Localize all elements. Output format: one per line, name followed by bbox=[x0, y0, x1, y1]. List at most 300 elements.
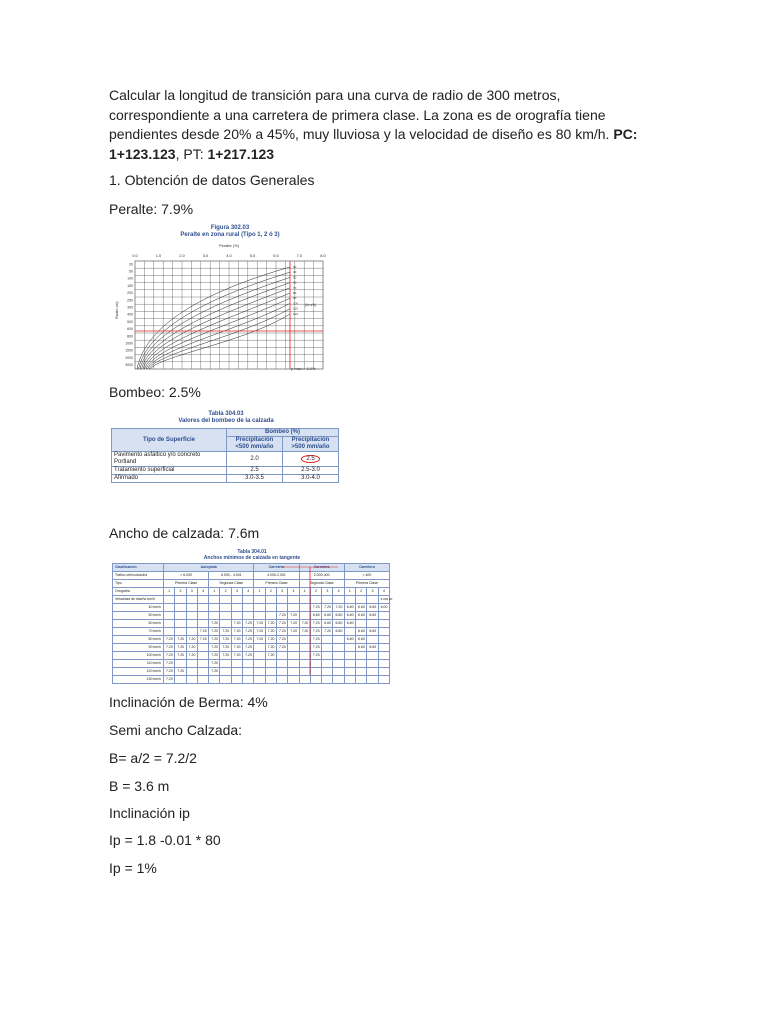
header-autopista: Autopista bbox=[164, 564, 254, 572]
y-tick-label: 250 bbox=[127, 298, 133, 303]
width-cell bbox=[254, 612, 265, 620]
width-cell bbox=[209, 612, 220, 620]
row-tipo-label: Tipo bbox=[113, 580, 164, 588]
speed-label: 120 km/h bbox=[113, 668, 164, 676]
y-tick-label: 200 bbox=[127, 291, 133, 296]
curve-speed-label: 30 bbox=[293, 265, 297, 269]
speed-label: 130 km/h bbox=[113, 676, 164, 684]
width-cell: 6.60 bbox=[367, 612, 378, 620]
bombeo-line: Bombeo: 2.5% bbox=[109, 384, 201, 400]
width-cell: 7.20 bbox=[209, 660, 220, 668]
width-cell bbox=[344, 676, 355, 684]
width-cell: 7.20 bbox=[231, 644, 242, 652]
width-cell: 7.20 bbox=[209, 644, 220, 652]
width-cell bbox=[310, 660, 321, 668]
width-cell: 7.20 bbox=[276, 628, 287, 636]
width-cell: 6.60 bbox=[367, 644, 378, 652]
width-cell bbox=[333, 660, 344, 668]
width-cell bbox=[276, 660, 287, 668]
orografia-cell: 4 bbox=[288, 588, 299, 596]
width-cell: 7.20 bbox=[197, 636, 208, 644]
width-cell: 7.20 bbox=[231, 652, 242, 660]
width-cell bbox=[243, 612, 254, 620]
table-row bbox=[113, 636, 390, 644]
width-cell: 7.20 bbox=[333, 604, 344, 612]
y-tick-label: 800 bbox=[127, 334, 133, 339]
width-cell bbox=[288, 636, 299, 644]
width-cell: 7.20 bbox=[231, 628, 242, 636]
x-tick-label: 6.0 bbox=[273, 253, 279, 258]
x-tick-label: 1.0 bbox=[155, 253, 162, 258]
header-carretera-3: Carretera bbox=[344, 564, 389, 572]
width-cell: 7.20 bbox=[209, 636, 220, 644]
width-cell bbox=[197, 604, 208, 612]
width-cell bbox=[322, 660, 333, 668]
width-cell: 7.20 bbox=[299, 628, 310, 636]
surface-cell: Pavimento asfáltico y/o concreto Portland bbox=[112, 452, 227, 467]
width-cell: 7.20 bbox=[322, 604, 333, 612]
speed-label: 110 km/h bbox=[113, 660, 164, 668]
width-cell: 7.20 bbox=[310, 652, 321, 660]
width-cell: 7.20 bbox=[254, 628, 265, 636]
width-cell bbox=[333, 676, 344, 684]
width-cell: 6.60 bbox=[322, 620, 333, 628]
width-cell: 7.20 bbox=[231, 636, 242, 644]
width-cell bbox=[164, 612, 175, 620]
width-cell bbox=[333, 668, 344, 676]
width-cell bbox=[344, 652, 355, 660]
width-cell bbox=[276, 668, 287, 676]
width-cell bbox=[175, 612, 186, 620]
figure-title: Peralte en zona rural (Tipo 1, 2 ó 3) bbox=[180, 232, 280, 238]
width-cell bbox=[164, 604, 175, 612]
orografia-cell: 4 bbox=[243, 588, 254, 596]
width-cell: 7.20 bbox=[265, 620, 276, 628]
curve-speed-label: 50 bbox=[293, 275, 297, 280]
width-cell bbox=[186, 628, 197, 636]
y-tick-label: 20 bbox=[129, 262, 133, 267]
x-tick-label: 7.0 bbox=[296, 253, 303, 258]
width-cell: 6.60 bbox=[333, 620, 344, 628]
curve-speed-label: 110 bbox=[293, 306, 298, 311]
peralte-figure bbox=[113, 225, 347, 373]
width-cell: 7.20 bbox=[164, 668, 175, 676]
orografia-cell: 2 bbox=[310, 588, 321, 596]
trafico-cell: 2.000-400 bbox=[299, 572, 344, 580]
width-cell bbox=[288, 668, 299, 676]
width-cell: 7.20 bbox=[243, 620, 254, 628]
width-cell bbox=[175, 604, 186, 612]
width-cell bbox=[288, 652, 299, 660]
width-cell bbox=[299, 604, 310, 612]
speed-label: 80 km/h bbox=[113, 636, 164, 644]
width-cell: 7.20 bbox=[220, 636, 231, 644]
orografia-cell: 3 bbox=[367, 588, 378, 596]
circled-value: 2.5 bbox=[301, 455, 319, 463]
width-cell bbox=[254, 668, 265, 676]
width-cell bbox=[322, 644, 333, 652]
speed-label: 40 km/h bbox=[113, 604, 164, 612]
width-cell bbox=[186, 676, 197, 684]
width-cell: 7.20 bbox=[175, 644, 186, 652]
inclinacion-line: Inclinación ip bbox=[109, 805, 190, 821]
width-cell bbox=[310, 676, 321, 684]
width-cell: 6.60 bbox=[333, 612, 344, 620]
width-cell bbox=[197, 652, 208, 660]
empty-cell: 6.005.00 bbox=[378, 596, 389, 604]
width-cell: 7.20 bbox=[175, 652, 186, 660]
width-cell bbox=[288, 644, 299, 652]
max-peralte-annotation: p máx = 8.0% bbox=[291, 366, 316, 371]
table-title: Valores del bombeo de la calzada bbox=[178, 418, 274, 424]
width-cell bbox=[356, 660, 367, 668]
row-trafico-label: Tráfico vehículos/día bbox=[113, 572, 164, 580]
bombeo-table-figure bbox=[111, 411, 341, 489]
width-cell bbox=[378, 676, 389, 684]
width-cell: 7.20 bbox=[310, 604, 321, 612]
width-cell: 7.20 bbox=[310, 628, 321, 636]
orografia-cell: 4 bbox=[333, 588, 344, 596]
width-cell bbox=[276, 604, 287, 612]
header-surface: Tipo de Superficie bbox=[112, 429, 227, 452]
table-row bbox=[113, 628, 390, 636]
problem-statement bbox=[109, 86, 649, 164]
orografia-cell: 1 bbox=[209, 588, 220, 596]
width-cell: 7.20 bbox=[310, 636, 321, 644]
header-clasificacion: Clasificación bbox=[113, 564, 164, 572]
width-cell bbox=[220, 620, 231, 628]
width-cell bbox=[276, 652, 287, 660]
empty-cell bbox=[209, 596, 220, 604]
width-cell bbox=[231, 660, 242, 668]
speed-label: 50 km/h bbox=[113, 612, 164, 620]
width-cell: 7.20 bbox=[265, 644, 276, 652]
width-cell bbox=[254, 652, 265, 660]
table-row bbox=[113, 612, 390, 620]
speed-unit-annotation: (km/h) bbox=[305, 302, 317, 307]
y-tick-label: 300 bbox=[127, 305, 133, 310]
width-cell: 7.20 bbox=[254, 620, 265, 628]
ancho-table-figure bbox=[112, 549, 392, 685]
width-cell bbox=[288, 676, 299, 684]
width-cell: 7.20 bbox=[164, 660, 175, 668]
y-tick-label: 1000 bbox=[125, 341, 133, 346]
table-title: Anchos mínimos de calzada en tangente bbox=[203, 555, 301, 561]
width-cell: 7.20 bbox=[276, 620, 287, 628]
width-cell bbox=[299, 636, 310, 644]
width-cell bbox=[367, 652, 378, 660]
width-cell bbox=[186, 604, 197, 612]
empty-cell bbox=[276, 596, 287, 604]
width-cell bbox=[322, 668, 333, 676]
width-cell: 7.20 bbox=[220, 644, 231, 652]
width-cell: 7.20 bbox=[243, 628, 254, 636]
width-cell bbox=[322, 636, 333, 644]
y-tick-label: 400 bbox=[127, 312, 133, 317]
table-row bbox=[113, 676, 390, 684]
top-axis-label: Peralte (%) bbox=[218, 243, 240, 248]
width-cell bbox=[231, 604, 242, 612]
width-cell bbox=[333, 652, 344, 660]
width-cell bbox=[220, 676, 231, 684]
empty-cell bbox=[164, 596, 175, 604]
width-cell: 7.20 bbox=[164, 644, 175, 652]
width-cell bbox=[254, 644, 265, 652]
width-cell: 7.20 bbox=[164, 676, 175, 684]
tipo-cell: Segunda Clase bbox=[209, 580, 254, 588]
table-row bbox=[113, 660, 390, 668]
semi-ancho-line: Semi ancho Calzada: bbox=[109, 722, 243, 738]
orografia-cell: 3 bbox=[186, 588, 197, 596]
tipo-cell: Primera Clase bbox=[164, 580, 209, 588]
width-cell: 7.20 bbox=[243, 636, 254, 644]
curve-speed-label: 90 bbox=[293, 296, 297, 301]
x-tick-label: 4.0 bbox=[226, 253, 232, 258]
width-cell: 6.60 bbox=[367, 604, 378, 612]
width-cell bbox=[288, 604, 299, 612]
orografia-cell: 1 bbox=[299, 588, 310, 596]
width-cell: 7.20 bbox=[220, 652, 231, 660]
width-cell bbox=[356, 668, 367, 676]
width-cell: 7.20 bbox=[310, 644, 321, 652]
table-row bbox=[112, 475, 339, 483]
width-cell bbox=[243, 660, 254, 668]
orografia-cell: 2 bbox=[265, 588, 276, 596]
width-cell: 6.60 bbox=[356, 644, 367, 652]
width-cell: 6.60 bbox=[344, 604, 355, 612]
table-row bbox=[113, 620, 390, 628]
width-cell bbox=[333, 636, 344, 644]
header-carretera-2: Carretera bbox=[299, 564, 344, 572]
width-cell bbox=[299, 612, 310, 620]
width-cell bbox=[186, 620, 197, 628]
row-velocidad-label: Velocidad de diseño km/h bbox=[113, 596, 164, 604]
y-tick-label: 3000 bbox=[125, 363, 133, 368]
empty-cell bbox=[367, 596, 378, 604]
width-cell bbox=[164, 628, 175, 636]
width-cell: 6.60 bbox=[356, 628, 367, 636]
tipo-cell: Primera Clase bbox=[344, 580, 389, 588]
width-cell bbox=[265, 612, 276, 620]
orografia-cell: 2 bbox=[175, 588, 186, 596]
trafico-cell: > 6.000 bbox=[164, 572, 209, 580]
empty-cell bbox=[186, 596, 197, 604]
width-cell bbox=[378, 628, 389, 636]
width-cell: 7.20 bbox=[220, 628, 231, 636]
width-cell bbox=[367, 676, 378, 684]
width-cell bbox=[299, 676, 310, 684]
ancho-line: Ancho de calzada: 7.6m bbox=[109, 525, 260, 541]
width-cell bbox=[265, 660, 276, 668]
width-cell bbox=[299, 652, 310, 660]
header-bombeo: Bombeo (%) bbox=[227, 429, 339, 437]
table-row bbox=[113, 668, 390, 676]
width-cell bbox=[378, 652, 389, 660]
empty-cell bbox=[197, 596, 208, 604]
orografia-cell: 2 bbox=[220, 588, 231, 596]
width-cell bbox=[164, 620, 175, 628]
value-cell: 3.0-4.0 bbox=[283, 475, 339, 483]
y-tick-label: 500 bbox=[127, 319, 133, 324]
width-cell bbox=[333, 644, 344, 652]
width-cell: 6.60 bbox=[356, 636, 367, 644]
width-cell bbox=[197, 660, 208, 668]
y-tick-label: 100 bbox=[127, 276, 133, 281]
curve-speed-label: 80 bbox=[293, 291, 297, 295]
width-cell: 7.20 bbox=[175, 668, 186, 676]
width-cell bbox=[186, 660, 197, 668]
width-cell bbox=[276, 676, 287, 684]
value-cell: 2.5-3.0 bbox=[283, 467, 339, 475]
width-cell: 7.20 bbox=[276, 644, 287, 652]
width-cell bbox=[231, 676, 242, 684]
pt-value: 1+217.123 bbox=[207, 145, 275, 162]
width-cell: 7.20 bbox=[265, 652, 276, 660]
pc-label: PC: bbox=[613, 126, 638, 142]
width-cell bbox=[175, 628, 186, 636]
empty-cell bbox=[175, 596, 186, 604]
speed-label: 60 km/h bbox=[113, 620, 164, 628]
empty-cell bbox=[356, 596, 367, 604]
width-cell: 7.20 bbox=[164, 652, 175, 660]
ancho-table bbox=[112, 563, 393, 684]
header-precip-low: Precipitación <500 mm/año bbox=[227, 437, 283, 452]
empty-cell bbox=[220, 596, 231, 604]
orografia-cell: 2 bbox=[356, 588, 367, 596]
width-cell bbox=[197, 644, 208, 652]
width-cell: 7.20 bbox=[197, 628, 208, 636]
width-cell bbox=[344, 644, 355, 652]
width-cell: 7.20 bbox=[322, 628, 333, 636]
width-cell bbox=[265, 668, 276, 676]
width-cell bbox=[254, 676, 265, 684]
peralte-line: Peralte: 7.9% bbox=[109, 201, 194, 217]
table-row bbox=[113, 652, 390, 660]
width-cell: 7.20 bbox=[310, 620, 321, 628]
width-cell: 7.20 bbox=[186, 644, 197, 652]
x-tick-label: 2.0 bbox=[179, 253, 185, 258]
width-cell bbox=[378, 668, 389, 676]
empty-cell bbox=[231, 596, 242, 604]
width-cell bbox=[344, 628, 355, 636]
width-cell bbox=[243, 676, 254, 684]
width-cell bbox=[299, 660, 310, 668]
width-cell: 6.60 bbox=[344, 636, 355, 644]
y-axis-label: Radio (m) bbox=[114, 301, 119, 319]
width-cell bbox=[231, 612, 242, 620]
width-cell bbox=[322, 676, 333, 684]
section-heading: 1. Obtención de datos Generales bbox=[109, 172, 315, 188]
width-cell bbox=[231, 668, 242, 676]
trafico-cell: < 400 bbox=[344, 572, 389, 580]
b-formula-line: B= a/2 = 7.2/2 bbox=[109, 750, 197, 766]
value-cell: 2.0 bbox=[227, 452, 283, 467]
width-cell: 6.60 bbox=[322, 612, 333, 620]
width-cell bbox=[378, 612, 389, 620]
orografia-cell: 3 bbox=[276, 588, 287, 596]
width-cell bbox=[265, 676, 276, 684]
width-cell bbox=[186, 612, 197, 620]
empty-cell bbox=[322, 596, 333, 604]
empty-cell bbox=[265, 596, 276, 604]
width-cell: 6.60 bbox=[344, 612, 355, 620]
width-cell bbox=[220, 604, 231, 612]
orografia-cell: 1 bbox=[254, 588, 265, 596]
bombeo-table bbox=[111, 428, 339, 483]
width-cell bbox=[209, 604, 220, 612]
table-number: Tabla 304.03 bbox=[208, 411, 244, 417]
width-cell bbox=[378, 636, 389, 644]
width-cell bbox=[310, 668, 321, 676]
pt-label: , PT: bbox=[175, 145, 208, 162]
x-tick-label: 8.0 bbox=[320, 253, 326, 258]
empty-cell bbox=[333, 596, 344, 604]
table-row bbox=[113, 604, 390, 612]
orografia-cell: 4 bbox=[197, 588, 208, 596]
width-cell bbox=[367, 620, 378, 628]
width-cell bbox=[299, 644, 310, 652]
width-cell bbox=[356, 676, 367, 684]
speed-label: 70 km/h bbox=[113, 628, 164, 636]
berma-line: Inclinación de Berma: 4% bbox=[109, 694, 268, 710]
width-cell bbox=[356, 620, 367, 628]
width-cell bbox=[175, 620, 186, 628]
table-row bbox=[112, 467, 339, 475]
width-cell bbox=[197, 612, 208, 620]
tipo-cell: Segunda Clase bbox=[299, 580, 344, 588]
peralte-chart bbox=[113, 239, 347, 372]
width-cell bbox=[265, 604, 276, 612]
problem-text: Calcular la longitud de transición para una curva de radio de 300 metros, correspondiente a una carretera de primera clase. La zona es de orografía tiene pendientes desde 20% a 45%, muy lluviosa y la velocidad de diseño es 80 km/h. bbox=[109, 87, 610, 142]
width-cell bbox=[378, 620, 389, 628]
empty-cell bbox=[310, 596, 321, 604]
tipo-cell: Primera Clase bbox=[254, 580, 299, 588]
row-orografia-label: Orografía bbox=[113, 588, 164, 596]
width-cell bbox=[378, 644, 389, 652]
width-cell bbox=[367, 668, 378, 676]
width-cell: 7.20 bbox=[186, 652, 197, 660]
speed-label: 100 km/h bbox=[113, 652, 164, 660]
width-cell: 7.20 bbox=[209, 668, 220, 676]
width-cell: 7.20 bbox=[288, 612, 299, 620]
width-cell bbox=[220, 612, 231, 620]
trafico-cell: 6.000 - 4.001 bbox=[209, 572, 254, 580]
width-cell: 6.60 bbox=[367, 628, 378, 636]
width-cell bbox=[378, 660, 389, 668]
empty-cell bbox=[254, 596, 265, 604]
width-cell: 7.20 bbox=[164, 636, 175, 644]
width-cell: 6.60 bbox=[310, 612, 321, 620]
width-cell: 7.20 bbox=[265, 636, 276, 644]
width-cell: 7.20 bbox=[299, 620, 310, 628]
x-tick-label: 5.0 bbox=[249, 253, 256, 258]
width-cell bbox=[322, 652, 333, 660]
empty-cell bbox=[288, 596, 299, 604]
figure-number: Figura 302.03 bbox=[210, 225, 250, 231]
width-cell bbox=[299, 668, 310, 676]
value-cell-highlighted bbox=[283, 452, 339, 467]
curve-speed-label: 60 bbox=[293, 280, 297, 285]
width-cell: 7.20 bbox=[209, 620, 220, 628]
header-precip-high: Precipitación >500 mm/año bbox=[283, 437, 339, 452]
surface-cell: Tratamiento superficial bbox=[112, 467, 227, 475]
width-cell: 7.20 bbox=[276, 612, 287, 620]
y-tick-label: 50 bbox=[129, 269, 133, 274]
header-carretera-1: Carretera bbox=[254, 564, 299, 572]
b-result-line: B = 3.6 m bbox=[109, 778, 170, 794]
empty-cell bbox=[299, 596, 310, 604]
width-cell bbox=[175, 676, 186, 684]
